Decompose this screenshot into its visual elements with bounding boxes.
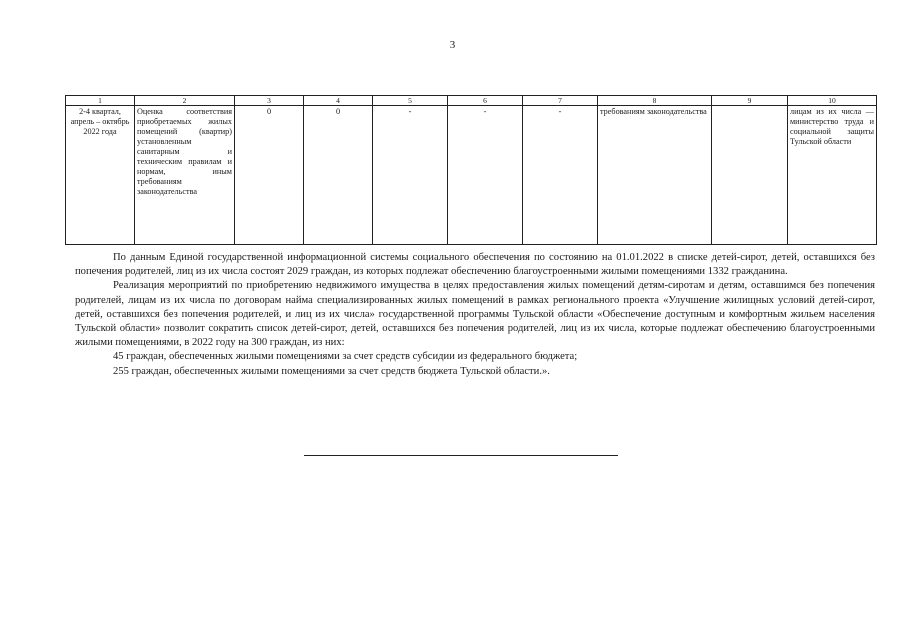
table-cell: 0 xyxy=(304,106,373,245)
paragraph: По данным Единой государственной информационной системы социального обеспечения по состоянию на 01.01.2022 в списке детей-сирот, детей, оставшихся без попечения родителей, лиц из их числа состоят 2029 граждан, из которых подлежат обеспечению благоустроенными жилыми помещениями 1332 гражданина. xyxy=(75,252,875,278)
table-cell: 0 xyxy=(235,106,304,245)
end-divider xyxy=(304,455,618,456)
table-cell-period: 2-4 квартал, апрель – октябрь 2022 года xyxy=(66,106,135,245)
table-cell: - xyxy=(448,106,523,245)
table-row xyxy=(66,106,877,245)
program-table xyxy=(65,95,877,245)
page-number: 3 xyxy=(449,39,456,51)
table-cell: - xyxy=(373,106,448,245)
paragraph: 255 граждан, обеспеченных жилыми помещениями за счет средств бюджета Тульской области.». xyxy=(113,365,550,377)
column-header: 6 xyxy=(448,96,523,106)
column-header: 8 xyxy=(598,96,712,106)
column-header: 7 xyxy=(523,96,598,106)
column-header: 10 xyxy=(788,96,877,106)
paragraph: Реализация мероприятий по приобретению недвижимого имущества в целях предоставления жилых помещений детям-сиротам и детям, оставшимся без попечения родителей, лицам из их числа по договорам найма специализированных жилых помещений в рамках регионального проекта «Улучшение жилищных условий детей-сирот, детей, оставшихся без попечения родителей, и лиц из их числа» государственной программы Тульской области «Обеспечение доступным и комфортным жильем населения Тульской области» позволит сократить список детей-сирот, детей, оставшихся без попечения родителей, лиц из их числа, которые подлежат обеспечению благоустроенными жилыми помещениями, в 2022 году на 300 граждан, из них: xyxy=(75,280,875,349)
column-header: 1 xyxy=(66,96,135,106)
column-header: 2 xyxy=(135,96,235,106)
table-cell: - xyxy=(523,106,598,245)
table-cell-event: Оценка соответствия приобретаемых жилых помещений (квартир) установленным санитарным и техническим правилам и нормам, иным требованиям законодательства xyxy=(135,106,235,245)
table-cell-responsible: лицам из их числа — министерство труда и социальной защиты Тульской области xyxy=(788,106,877,245)
column-header: 4 xyxy=(304,96,373,106)
table-cell: требованиям законодательства xyxy=(598,106,712,245)
column-header: 3 xyxy=(235,96,304,106)
table-header-row xyxy=(66,96,877,106)
column-header: 9 xyxy=(712,96,788,106)
body-text xyxy=(75,251,875,379)
paragraph: 45 граждан, обеспеченных жилыми помещениями за счет средств субсидии из федерального бюджета; xyxy=(113,351,578,363)
table-cell xyxy=(712,106,788,245)
column-header: 5 xyxy=(373,96,448,106)
